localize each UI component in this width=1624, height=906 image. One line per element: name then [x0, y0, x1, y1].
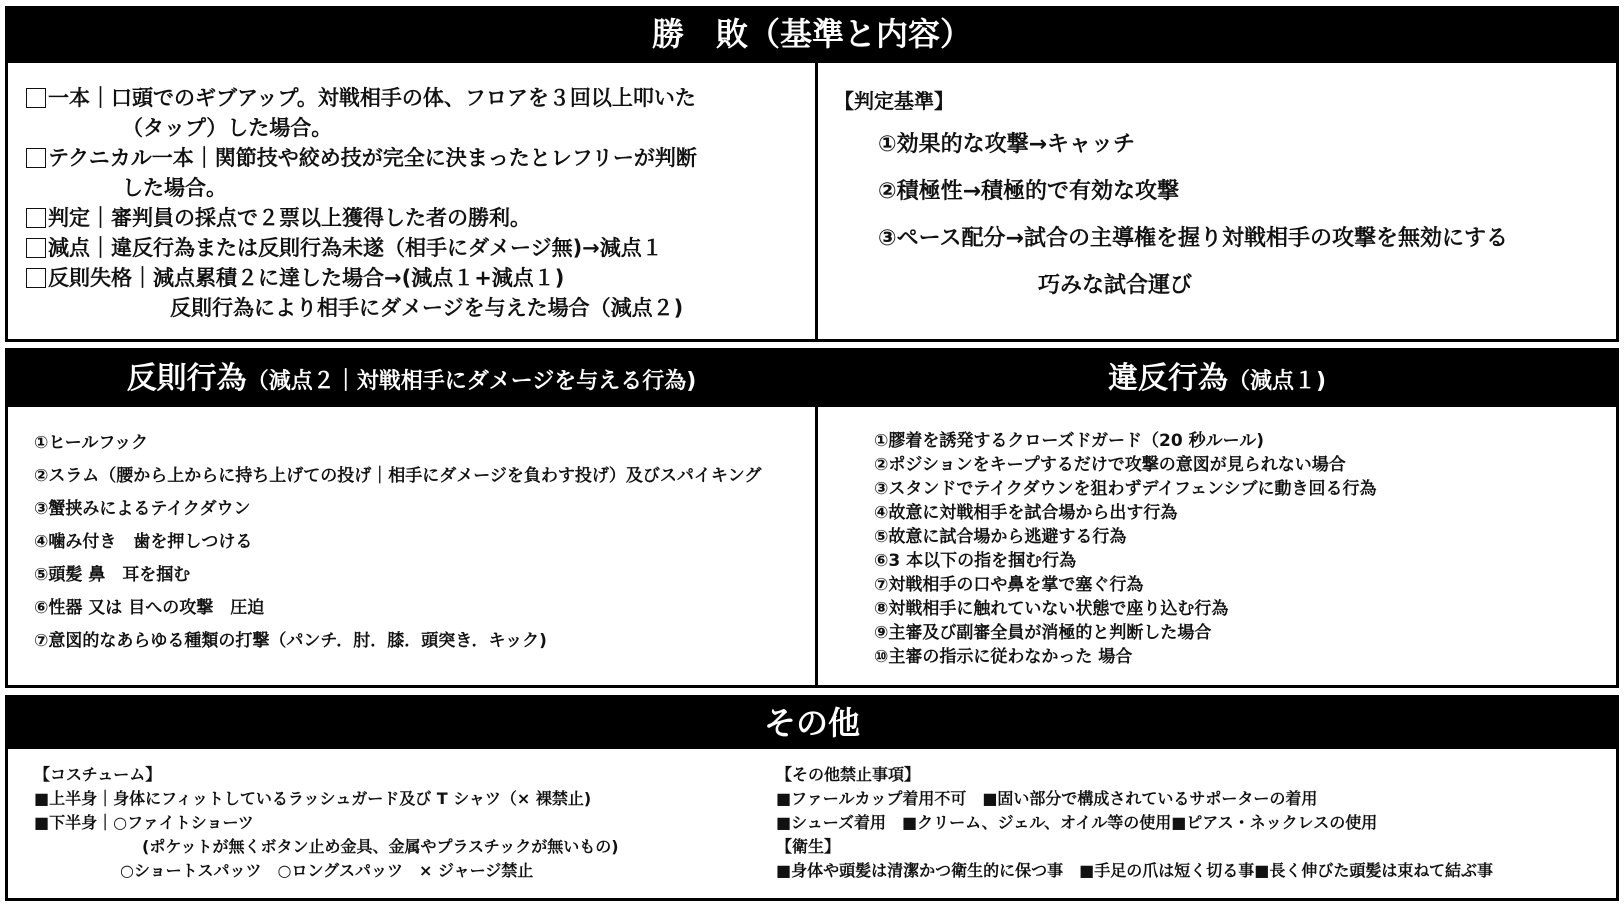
- result-text: テクニカル一本｜関節技や絞め技が完全に決まったとレフリーが判断: [48, 146, 697, 170]
- costume-title: 【コスチューム】: [34, 765, 162, 784]
- violation-item: ⑤故意に試合場から逃避する行為: [874, 527, 1127, 547]
- result-continuation: （タップ）した場合。: [122, 116, 333, 140]
- foul-item: ②スラム（腰から上からに持ち上げての投げ｜相手にダメージを負わす投げ）及びスパイキング: [34, 466, 762, 486]
- result-text: 判定｜審判員の採点で２票以上獲得した者の勝利。: [48, 206, 531, 230]
- checkbox[interactable]: [26, 208, 46, 228]
- costume-item: ■下半身｜○ファイトショーツ: [34, 813, 254, 832]
- criteria-title: 【判定基準】: [834, 89, 954, 113]
- prohibited-block: [776, 763, 1493, 883]
- foul-item: ①ヒールフック: [34, 433, 149, 453]
- violation-item: ③スタンドでテイクダウンを狙わずデイフェンシブに動き回る行為: [874, 479, 1377, 499]
- foul-item: ⑥性器 又は 目への攻撃 圧迫: [34, 598, 265, 618]
- fouls-subtitle: （減点２｜対戦相手にダメージを与える行為): [246, 369, 697, 394]
- costume-item: ■上半身｜身体にフィットしているラッシュガード及び T シャツ（× 裸禁止): [34, 789, 592, 808]
- checkbox[interactable]: [26, 238, 46, 258]
- hygiene-item: ■身体や頭髪は清潔かつ衛生的に保つ事 ■手足の爪は短く切る事■長く伸びた頭髪は束ねて結ぶ事: [776, 861, 1493, 880]
- result-continuation: した場合。: [122, 176, 227, 200]
- result-item-decision: [26, 203, 806, 233]
- foul-item: ③蟹挟みによるテイクダウン: [34, 499, 251, 519]
- fouls-violations-panel: [5, 348, 1619, 688]
- fouls-title: 反則行為: [126, 361, 247, 396]
- violation-item: ①膠着を誘発するクローズドガード（20 秒ルール): [874, 431, 1265, 451]
- foul-item: ⑦意図的なあらゆる種類の打撃（パンチ．肘．膝．頭突き．キック): [34, 631, 547, 651]
- result-item-technical-ippon: [26, 143, 806, 173]
- checkbox[interactable]: [26, 148, 46, 168]
- violation-item: ⑨主審及び副審全員が消極的と判断した場合: [874, 623, 1212, 643]
- criteria-item: ②積極性→積極的で有効な攻撃: [878, 179, 1180, 204]
- violations-list: [874, 429, 1377, 669]
- prohibited-item: ■ファールカップ着用不可 ■固い部分で構成されているサポーターの着用: [776, 789, 1318, 808]
- violation-item: ⑩主審の指示に従わなかった 場合: [874, 647, 1133, 667]
- foul-item: ④噛み付き 歯を押しつける: [34, 532, 253, 552]
- result-text: 反則失格｜減点累積２に達した場合→(減点１+減点１): [48, 266, 565, 290]
- criteria-item: 巧みな試合運び: [1038, 273, 1193, 298]
- criteria-item: ①効果的な攻撃→キャッチ: [878, 132, 1136, 157]
- costume-item: (ポケットが無くボタン止め金具、金属やプラスチックが無いもの): [142, 837, 619, 856]
- criteria-item: ③ペース配分→試合の主導権を握り対戦相手の攻撃を無効にする: [878, 226, 1508, 251]
- violation-item: ⑧対戦相手に触れていない状態で座り込む行為: [874, 599, 1229, 619]
- checkbox[interactable]: [26, 268, 46, 288]
- checkbox[interactable]: [26, 88, 46, 108]
- violation-item: ④故意に対戦相手を試合場から出す行為: [874, 503, 1178, 523]
- costume-item: ○ショートスパッツ ○ロングスパッツ × ジャージ禁止: [120, 861, 534, 880]
- hygiene-title: 【衛生】: [776, 837, 841, 856]
- violations-subtitle: （減点１): [1227, 369, 1327, 394]
- column-divider: [815, 63, 818, 339]
- foul-item: ⑤頭髪 鼻 耳を掴む: [34, 565, 191, 585]
- prohibited-title: 【その他禁止事項】: [776, 765, 921, 784]
- result-continuation: 反則行為により相手にダメージを与えた場合（減点２): [170, 296, 684, 320]
- violations-title: 違反行為: [1107, 361, 1228, 396]
- result-item-penalty: [26, 233, 806, 263]
- other-panel: [5, 749, 1619, 901]
- result-item-ippon: [26, 83, 806, 113]
- fouls-header: [8, 351, 815, 407]
- violation-item: ⑥3 本以下の指を掴む行為: [874, 551, 1077, 571]
- fouls-list: [34, 431, 761, 662]
- violation-item: ⑦対戦相手の口や鼻を掌で塞ぐ行為: [874, 575, 1144, 595]
- costume-block: [34, 763, 619, 883]
- violation-item: ②ポジションをキープするだけで攻撃の意図が見られない場合: [874, 455, 1346, 475]
- result-text: 一本｜口頭でのギブアップ。対戦相手の体、フロアを３回以上叩いた: [48, 86, 696, 110]
- prohibited-item: ■シューズ着用 ■クリーム、ジェル、オイル等の使用■ピアス・ネックレスの使用: [776, 813, 1378, 832]
- result-item-disqualification: [26, 263, 806, 293]
- result-section-title: 勝 敗（基準と内容）: [5, 6, 1619, 62]
- violations-header: [818, 351, 1616, 407]
- result-list: [26, 83, 806, 323]
- result-panel: [5, 60, 1619, 342]
- other-section-title: その他: [5, 695, 1619, 751]
- result-text: 減点｜違反行為または反則行為未遂（相手にダメージ無)→減点１: [48, 236, 663, 260]
